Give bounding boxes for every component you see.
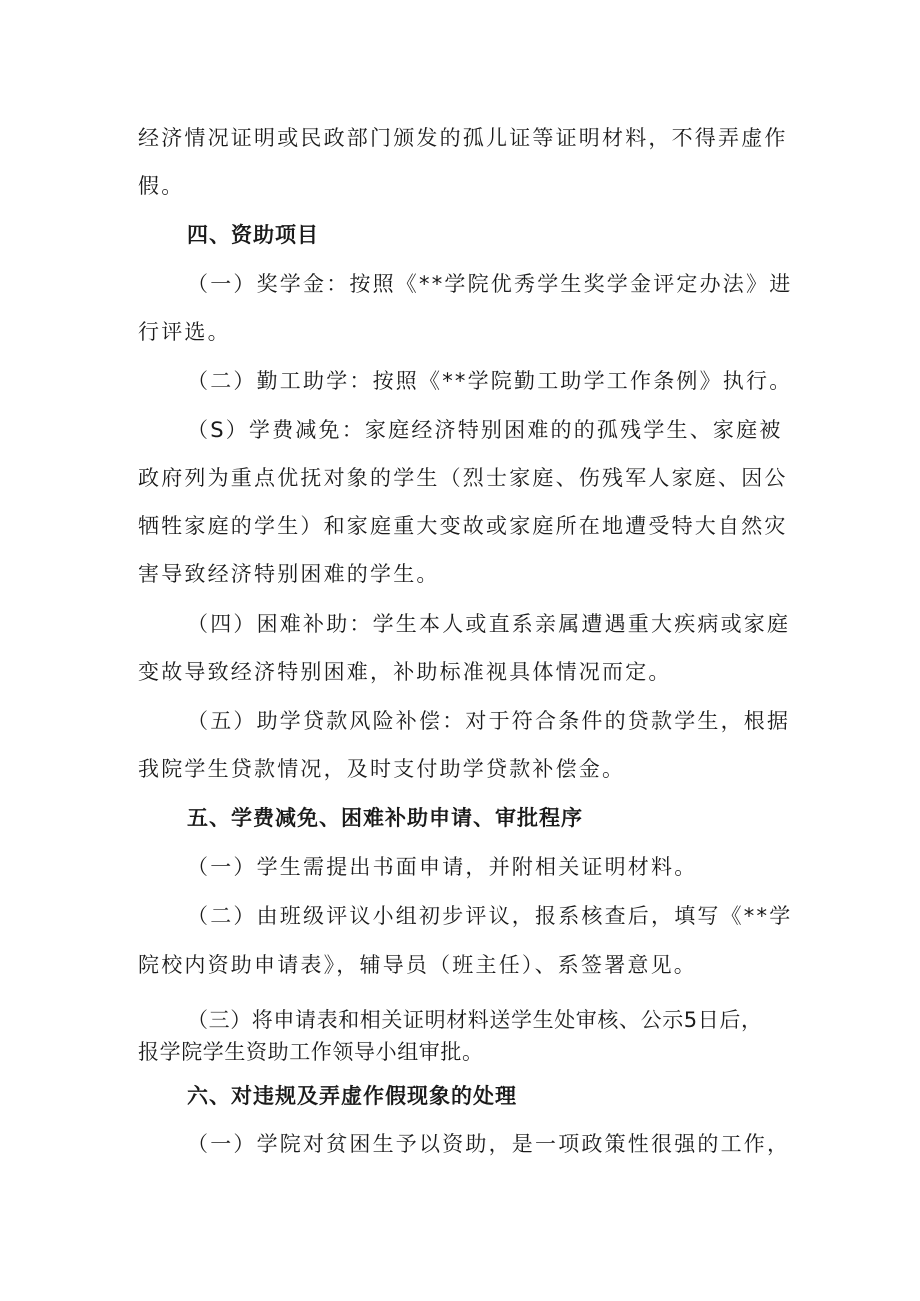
section-heading-6: 六、对违规及弄虚作假现象的处理: [187, 1084, 517, 1108]
paragraph-line: 经济情况证明或民政部门颁发的孤儿证等证明材料，不得弄虚作: [138, 126, 788, 150]
paragraph-line: 害导致经济特别困难的学生。: [138, 562, 440, 586]
paragraph-line: （S）学费减免：家庭经济特别困难的的孤残学生、家庭被: [187, 418, 783, 442]
paragraph-line: 假。: [138, 174, 185, 198]
paragraph-line: （二）勤工助学：按照《**学院勤工助学工作条例》执行。: [187, 369, 793, 393]
paragraph-line: 报学院学生资助工作领导小组审批。: [138, 1040, 484, 1064]
paragraph-line: （一）学生需提出书面申请，并附相关证明材料。: [187, 855, 698, 879]
paragraph-line: （二）由班级评议小组初步评议，报系核查后，填写《**学: [187, 904, 793, 928]
paragraph-line: 政府列为重点优抚对象的学生（烈士家庭、伤残军人家庭、因公: [138, 466, 788, 490]
paragraph-line: 行评选。: [138, 320, 231, 344]
paragraph-line: 院校内资助申请表》，辅导员（班主任）、系签署意见。: [138, 953, 697, 977]
paragraph-line: 牺牲家庭的学生）和家庭重大变故或家庭所在地遭受特大自然灾: [138, 514, 788, 538]
paragraph-line: （三）将申请表和相关证明材料送学生处审核、公示5日后，: [187, 1008, 763, 1032]
paragraph-line: （一）奖学金：按照《**学院优秀学生奖学金评定办法》进: [187, 272, 793, 296]
paragraph-line: （五）助学贷款风险补偿：对于符合条件的贷款学生，根据: [187, 709, 791, 733]
paragraph-line: （一）学院对贫困生予以资助，是一项政策性很强的工作，: [187, 1132, 791, 1156]
section-heading-4: 四、资助项目: [187, 223, 319, 247]
paragraph-line: 变故导致经济特别困难，补助标准视具体情况而定。: [138, 660, 672, 684]
section-heading-5: 五、学费减免、困难补助申请、审批程序: [187, 806, 583, 830]
paragraph-line: （四）困难补助：学生本人或直系亲属遭遇重大疾病或家庭: [187, 612, 791, 636]
paragraph-line: 我院学生贷款情况，及时支付助学贷款补偿金。: [138, 757, 626, 781]
